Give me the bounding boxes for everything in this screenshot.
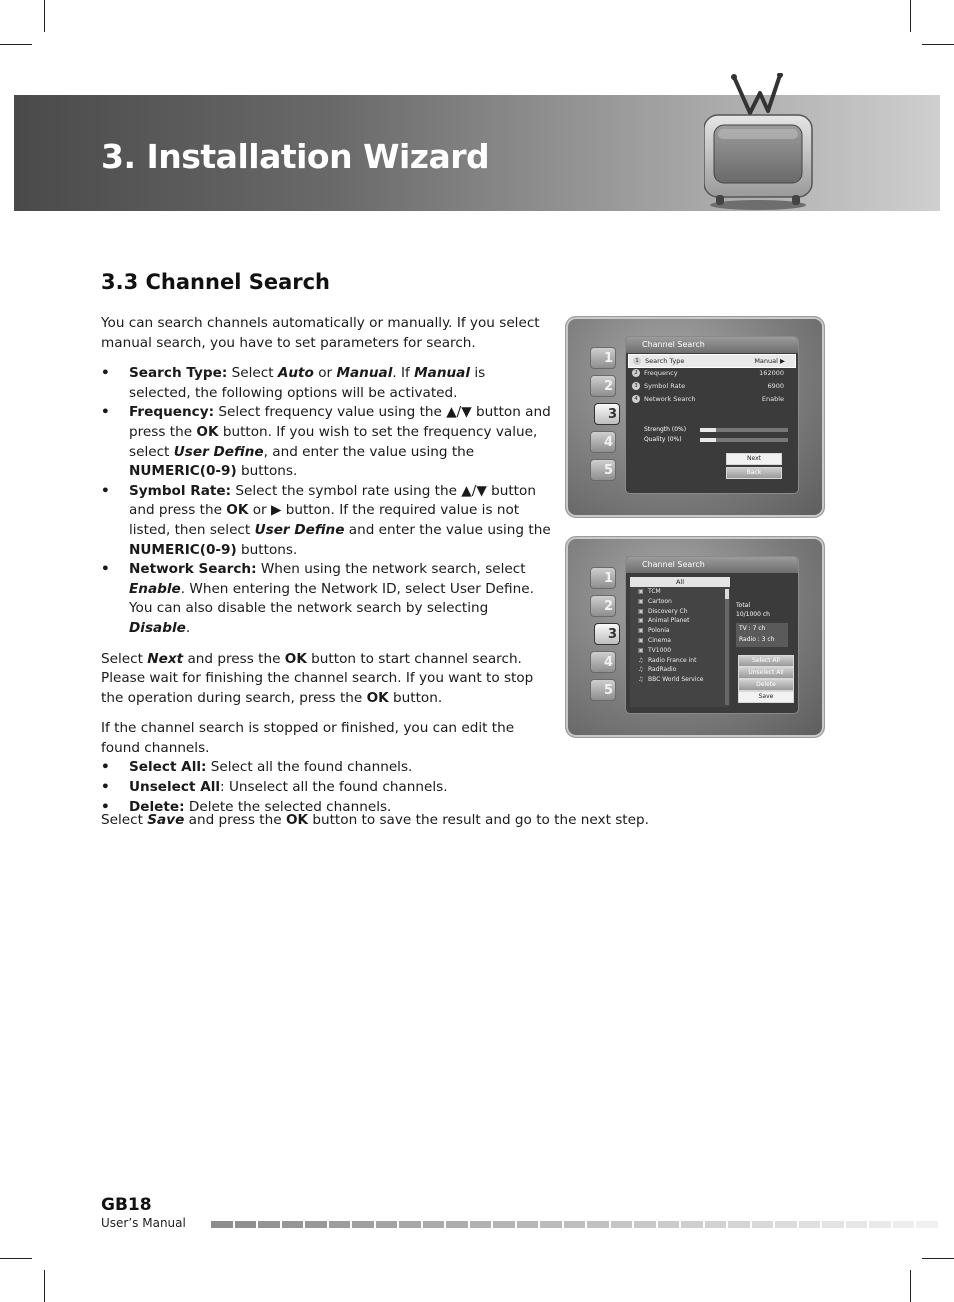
wizard-step-3: 3 [594,623,620,645]
footer-bar-segment [423,1221,445,1228]
channel-list-item [630,636,730,646]
header-banner [14,95,940,211]
parameter-list [101,364,551,638]
unselect-all-button: Unselect All [738,667,794,679]
footer-bar-segment [658,1221,680,1228]
footer-bar-segment [399,1221,421,1228]
strength-meter: Strength (0%) [644,425,794,435]
channel-list-header: All [630,577,730,587]
channel-name: Cartoon [648,597,672,605]
footer-bar-segment [493,1221,515,1228]
option-search-type: 1 Search Type Manual ▶ [628,354,796,368]
edit-options-list [101,758,551,817]
channel-search-settings-screenshot [565,316,825,518]
tv-channel-icon: ▣ [638,597,644,605]
footer-bar-segment [634,1221,656,1228]
back-button: Back [726,467,782,479]
quality-bar [700,438,788,442]
wizard-step-4: 4 [590,431,616,453]
footer-bar-segment [681,1221,703,1228]
footer-bar-segment [822,1221,844,1228]
tv-channel-icon: ▣ [638,607,644,615]
channel-list-item [630,597,730,607]
panel-title: Channel Search [626,337,798,353]
panel-title: Channel Search [626,557,798,573]
channel-name: Polonia [648,627,670,635]
save-paragraph: Select Save and press the OK button to save the result and go to the next step. [101,812,649,828]
wizard-step-1: 1 [590,567,616,589]
edit-intro-paragraph: If the channel search is stopped or finished, you can edit the found channels. [101,720,515,756]
radio-channel-icon: ♫ [638,676,644,684]
next-button: Next [726,453,782,465]
wizard-step-5: 5 [590,679,616,701]
option-frequency: 2 Frequency 162000 [628,367,794,379]
tv-icon [704,73,834,213]
footer-bar-segment [611,1221,633,1228]
channel-list [630,577,730,707]
footer-bar-segment [752,1221,774,1228]
page-number: GB18 [101,1195,152,1215]
channel-search-results-screenshot [565,536,825,738]
total-info: Total 10/1000 ch [736,602,770,618]
strength-bar [700,428,788,432]
list-item: • Frequency: Select frequency value using the ▲/▼ button and press the OK button. If you wish to set the frequency value, select User Define, and enter the value using the NUMERIC(0-9) buttons. [101,403,551,481]
section-title: 3.3 Channel Search [101,270,330,294]
next-paragraph: Select Next and press the OK button to start channel search. Please wait for finishing the channel search. If you want to stop the operation during search, press the OK button. [101,650,534,706]
select-all-button: Select All [738,655,794,667]
channel-name: Radio France int [648,656,697,664]
footer-bar-segment [728,1221,750,1228]
footer-bar-segment [329,1221,351,1228]
footer-bar-segment [916,1221,938,1228]
footer-bar-segment [799,1221,821,1228]
wizard-step-4: 4 [590,651,616,673]
footer-bar-segment [470,1221,492,1228]
tv-channel-icon: ▣ [638,617,644,625]
footer-bar-segment [587,1221,609,1228]
footer-bar-segment [305,1221,327,1228]
channel-list-scroll-thumb [725,589,729,599]
list-item: • Unselect All: Unselect all the found channels. [101,778,551,798]
channel-name: BBC World Service [648,676,704,684]
crop-mark [922,1258,954,1259]
tv-channel-icon: ▣ [638,588,644,595]
body-text [101,314,551,828]
channel-name: Cinema [648,636,671,644]
channel-name: Discovery Ch [648,607,688,615]
option-symbol-rate: 3 Symbol Rate 6900 [628,380,794,392]
footer-bar-segment [540,1221,562,1228]
crop-mark [910,1270,911,1302]
channel-list-item [630,656,730,666]
footer-decorative-bar [211,1221,940,1228]
channel-list-scrollbar [725,589,729,705]
footer-bar-segment [775,1221,797,1228]
settings-panel [626,337,798,493]
option-network-search: 4 Network Search Enable [628,393,794,405]
footer-bar-segment [258,1221,280,1228]
crop-mark [0,1258,32,1259]
list-item: • Search Type: Select Auto or Manual. If Manual is selected, the following options will be activated. [101,364,551,403]
channel-name: Animal Planet [648,617,690,625]
wizard-step-2: 2 [590,375,616,397]
footer-bar-segment [517,1221,539,1228]
footer-label: User’s Manual [101,1216,186,1230]
channel-list-item [630,587,730,597]
channel-list-item [630,616,730,626]
channel-name: RadRadio [648,666,677,674]
wizard-step-2: 2 [590,595,616,617]
intro-paragraph: You can search channels automatically or manually. If you select manual search, you have to set parameters for search. [101,315,540,351]
tv-channel-icon: ▣ [638,646,644,654]
radio-channel-icon: ♫ [638,656,644,664]
footer-bar-segment [893,1221,915,1228]
save-button: Save [738,691,794,703]
crop-mark [0,44,32,45]
list-item: • Network Search: When using the network search, select Enable. When entering the Network ID, select User Define. You can also disable the network search by selecting Disable. [101,560,551,638]
channel-list-item [630,675,730,685]
footer-bar-segment [376,1221,398,1228]
crop-mark [910,0,911,32]
tv-channel-icon: ▣ [638,627,644,635]
results-panel [626,557,798,713]
footer-bar-segment [446,1221,468,1228]
footer-bar-segment [705,1221,727,1228]
footer-bar-segment [869,1221,891,1228]
crop-mark [922,44,954,45]
footer-bar-segment [352,1221,374,1228]
tv-radio-count: TV : 7 ch Radio : 3 ch [736,623,788,647]
delete-button: Delete [738,679,794,691]
quality-bar-fill [700,438,716,442]
chapter-title: 3. Installation Wizard [101,137,490,176]
channel-name: TCM [648,588,661,595]
crop-mark [44,1270,45,1302]
channel-rows [630,587,730,685]
footer-bar-segment [211,1221,233,1228]
footer-bar-segment [846,1221,868,1228]
list-item: • Delete: Delete the selected channels. [101,798,551,818]
channel-list-item [630,607,730,617]
channel-list-item [630,646,730,656]
list-item: • Select All: Select all the found channels. [101,758,551,778]
footer-bar-segment [235,1221,257,1228]
tv-channel-icon: ▣ [638,636,644,644]
crop-mark [44,0,45,32]
list-item: • Symbol Rate: Select the symbol rate using the ▲/▼ button and press the OK or ▶ button. If the required value is not listed, then select User Define and enter the value using the NUMERIC(0-9) buttons. [101,482,551,560]
quality-meter: Quality (0%) [644,435,794,445]
wizard-step-3: 3 [594,403,620,425]
wizard-step-5: 5 [590,459,616,481]
wizard-step-1: 1 [590,347,616,369]
footer-bar-segment [564,1221,586,1228]
strength-bar-fill [700,428,716,432]
radio-channel-icon: ♫ [638,666,644,674]
channel-list-item [630,665,730,675]
channel-list-item [630,626,730,636]
channel-name: TV1000 [648,646,672,654]
footer-bar-segment [282,1221,304,1228]
